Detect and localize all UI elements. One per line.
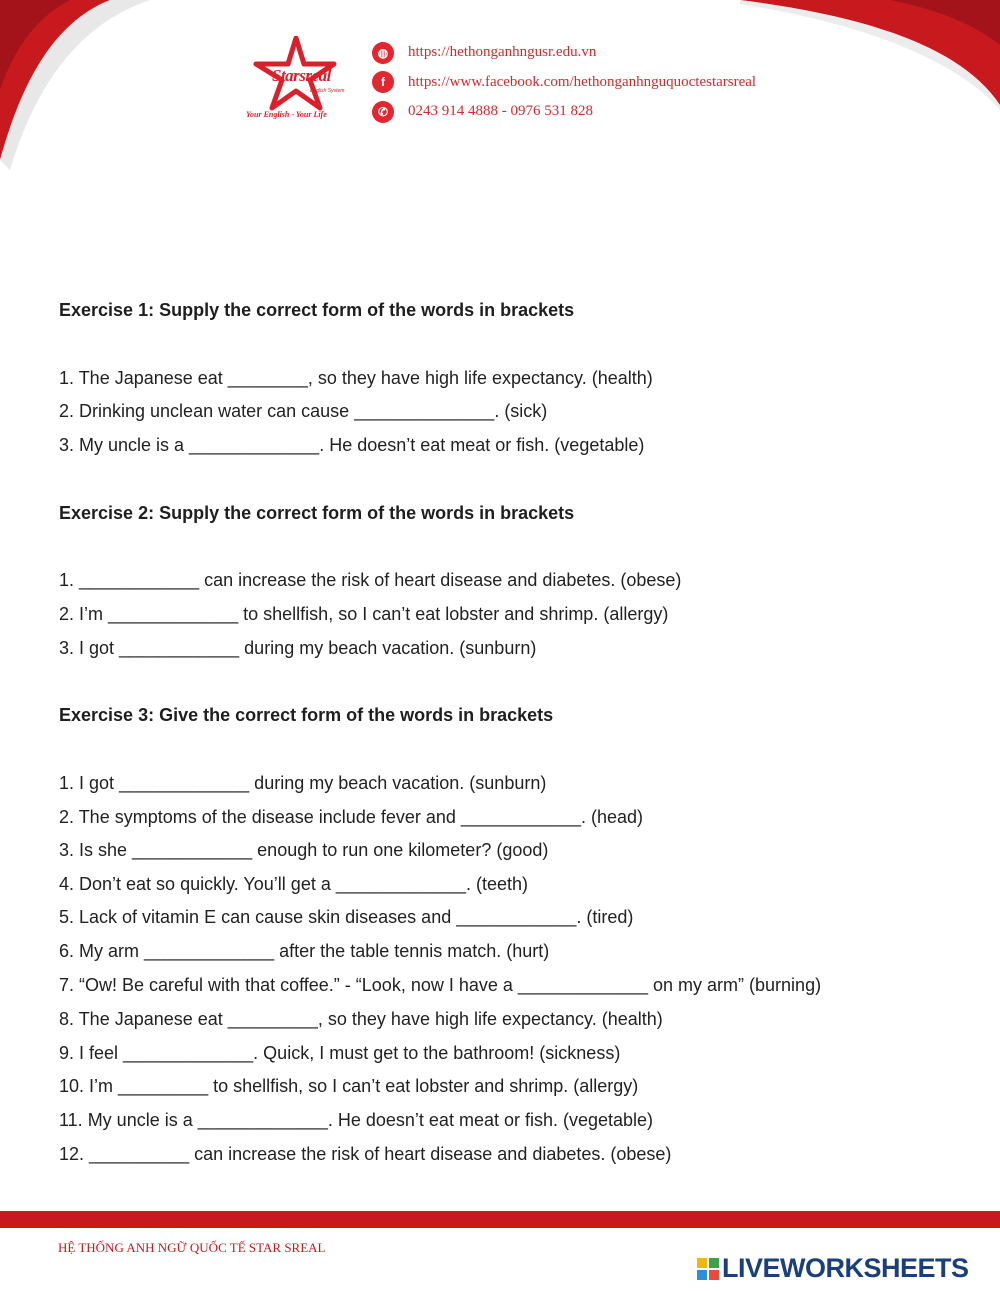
phone-icon: ✆ [372,101,394,123]
contact-list [372,38,756,127]
exercise-3-question-10: 10. I’m _________ to shellfish, so I can’t eat lobster and shrimp. (allergy) [59,1076,639,1096]
starsreal-logo [244,36,359,126]
exercise-3-question-4: 4. Don’t eat so quickly. You’ll get a _____________. (teeth) [59,874,529,894]
exercise-3-question-12: 12. __________ can increase the risk of heart disease and diabetes. (obese) [59,1144,672,1164]
contact-phone [372,97,756,127]
liveworksheets-blocks-icon [697,1258,719,1280]
exercise-2-title: Exercise 2: Supply the correct form of the words in brackets [59,503,575,523]
exercise-3-question-11: 11. My uncle is a _____________. He doesn’t eat meat or fish. (vegetable) [59,1110,654,1130]
globe-icon: ◍ [372,42,394,64]
exercise-3-question-3: 3. Is she ____________ enough to run one kilometer? (good) [59,840,549,860]
exercise-1-title: Exercise 1: Supply the correct form of the words in brackets [59,300,575,320]
contact-website[interactable] [372,38,756,68]
footer-school-name: HỆ THỐNG ANH NGỮ QUỐC TẾ STAR SREAL [58,1240,326,1255]
exercise-1-question-1: 1. The Japanese eat ________, so they have high life expectancy. (health) [59,368,653,388]
liveworksheets-brand: LIVEWORKSHEETS [722,1253,969,1283]
exercise-2-question-2: 2. I’m _____________ to shellfish, so I can’t eat lobster and shrimp. (allergy) [59,604,669,624]
exercise-3-question-5: 5. Lack of vitamin E can cause skin diseases and ____________. (tired) [59,907,634,927]
exercise-3-question-8: 8. The Japanese eat _________, so they have high life expectancy. (health) [59,1009,663,1029]
contact-facebook[interactable] [372,68,756,98]
facebook-icon: f [372,71,394,93]
footer-red-bar [0,1211,1000,1228]
liveworksheets-logo[interactable] [697,1253,969,1284]
exercise-3-question-9: 9. I feel _____________. Quick, I must get to the bathroom! (sickness) [59,1043,621,1063]
corner-decoration-right [740,0,1000,110]
exercise-3-question-1: 1. I got _____________ during my beach vacation. (sunburn) [59,773,547,793]
exercise-2-question-1: 1. ____________ can increase the risk of heart disease and diabetes. (obese) [59,570,682,590]
website-link[interactable]: https://hethonganhngusr.edu.vn [408,44,597,61]
corner-decoration-left [0,0,200,170]
facebook-link[interactable]: https://www.facebook.com/hethonganhnguquoctestarsreal [408,73,757,90]
exercise-1-question-2: 2. Drinking unclean water can cause ______________. (sick) [59,401,548,421]
logo-name: Starsreal [272,66,331,85]
logo-subtitle: English System [310,88,345,94]
exercise-2-question-3: 3. I got ____________ during my beach vacation. (sunburn) [59,638,537,658]
exercise-3-question-2: 2. The symptoms of the disease include fever and ____________. (head) [59,807,644,827]
exercise-3-question-7: 7. “Ow! Be careful with that coffee.” - “Look, now I have a _____________ on my arm” (burning) [59,975,822,995]
exercise-1-question-3: 3. My uncle is a _____________. He doesn’t eat meat or fish. (vegetable) [59,435,645,455]
logo-tagline: Your English - Your Life [246,110,327,119]
exercise-3-question-6: 6. My arm _____________ after the table tennis match. (hurt) [59,941,550,961]
phone-numbers: 0243 914 4888 - 0976 531 828 [408,103,593,120]
exercise-3-title: Exercise 3: Give the correct form of the words in brackets [59,705,554,725]
